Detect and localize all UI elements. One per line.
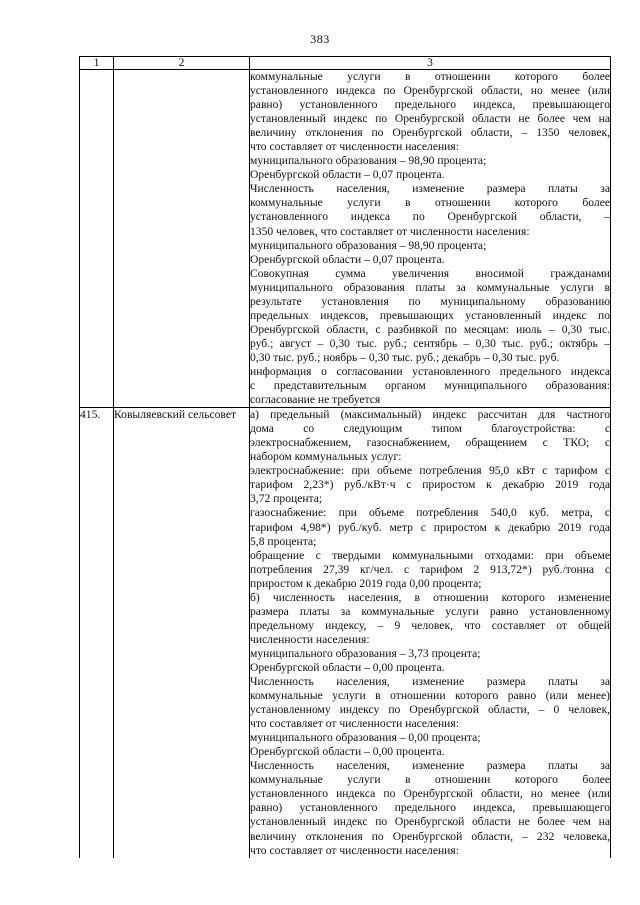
text-line: набором коммунальных услуг: <box>250 450 402 464</box>
text-line: электроснабжение: при объеме потребления 95,0 кВт с тарифом с <box>250 464 610 478</box>
text-line: руб.; август – 0,30 тыс. руб.; сентябрь – 0,30 тыс. руб.; октябрь – <box>250 336 610 350</box>
text-line: Численность населения, изменение размера платы за <box>250 759 610 773</box>
table-row-continued <box>80 70 611 408</box>
text-line: коммунальные услуги в отношении которого более <box>250 196 610 210</box>
text-line: величину отклонения по Оренбургской области, – 232 человека, <box>250 829 610 843</box>
text-line: численности населения: <box>250 632 370 646</box>
table-header-row <box>80 57 611 70</box>
table-row-415 <box>80 408 611 858</box>
row-text-cell <box>250 70 611 408</box>
text-line: приростом к декабрю 2019 года 0,00 процента; <box>250 576 482 590</box>
text-line: результате установления по муниципальному образованию <box>250 294 610 308</box>
row-name-cell: Ковыляевский сельсовет <box>114 408 250 858</box>
row-number-cell: 415. <box>80 408 114 858</box>
text-line: что составляет от численности населения: <box>250 843 459 857</box>
text-line: коммунальные услуги в отношении которого более <box>250 773 610 787</box>
text-line: 3,72 процента; <box>250 492 323 506</box>
text-line: равно) установленного предельного индекса, превышающего <box>250 98 610 112</box>
text-line: муниципального образования – 98,90 процента; <box>250 154 487 168</box>
row-text-lines <box>250 408 610 858</box>
row-number-cell <box>80 70 114 408</box>
header-col-3: 3 <box>250 57 611 70</box>
text-line: Оренбургской области – 0,07 процента. <box>250 252 445 266</box>
text-line: б) численность населения, в отношении которого изменение <box>250 590 610 604</box>
text-line: предельному индексу, – 9 человек, что составляет от общей <box>250 618 610 632</box>
row-name-cell <box>114 70 250 408</box>
text-line: Численность населения, изменение размера платы за <box>250 182 610 196</box>
text-line: установленный индекс по Оренбургской области не более чем на <box>250 112 610 126</box>
text-line: 5,8 процента; <box>250 534 317 548</box>
text-line: 0,30 тыс. руб.; ноябрь – 0,30 тыс. руб.; декабрь – 0,30 тыс. руб. <box>250 350 560 364</box>
text-line: тарифом 4,98*) руб./куб. метр с приростом к декабрю 2019 года <box>250 520 610 534</box>
text-line: установленному индексу по Оренбургской области, – 0 человек, <box>250 703 610 717</box>
row-text-cell <box>250 408 611 858</box>
text-line: потребления 27,39 кг/чел. с тарифом 2 913,72*) руб./тонна с <box>250 562 610 576</box>
page-number: 383 <box>310 32 330 46</box>
document-table <box>79 56 611 858</box>
text-line: установленного индекса по Оренбургской области, – <box>250 210 610 224</box>
text-line: муниципального образования – 98,90 процента; <box>250 238 487 252</box>
row-text-lines <box>250 70 610 407</box>
text-line: муниципального образования – 3,73 процента; <box>250 646 481 660</box>
text-line: муниципального образования – 0,00 процента; <box>250 731 481 745</box>
text-line: тарифом 2,23*) руб./кВт·ч с приростом к декабрю 2019 года <box>250 478 610 492</box>
text-line: электроснабжением, газоснабжением, обращением с ТКО; с <box>250 436 610 450</box>
text-line: обращение с твердыми коммунальными отходами: при объеме <box>250 548 610 562</box>
text-line: Совокупная сумма увеличения вносимой гражданами <box>250 266 610 280</box>
text-line: установленный индекс по Оренбургской области не более чем на <box>250 815 610 829</box>
text-line: Оренбургской области – 0,00 процента. <box>250 660 445 674</box>
text-line: 1350 человек, что составляет от численности населения: <box>250 224 530 238</box>
text-line: информация о согласовании установленного предельного индекса <box>250 364 610 378</box>
text-line: а) предельный (максимальный) индекс рассчитан для частного <box>250 408 610 422</box>
text-line: установленного индекса по Оренбургской области, но менее (или <box>250 84 610 98</box>
text-line: муниципального образования платы за коммунальные услуги в <box>250 280 610 294</box>
text-line: Оренбургской области, с разбивкой по месяцам: июль – 0,30 тыс. <box>250 322 610 336</box>
text-line: что составляет от численности населения: <box>250 140 459 154</box>
text-line: размера платы за коммунальные услуги равно установленному <box>250 604 610 618</box>
text-line: газоснабжение: при объеме потребления 540,0 куб. метра, с <box>250 506 610 520</box>
text-line: Численность населения, изменение размера платы за <box>250 675 610 689</box>
text-line: что составляет от численности населения: <box>250 717 459 731</box>
text-line: согласование не требуется <box>250 393 381 407</box>
header-col-2: 2 <box>114 57 250 70</box>
text-line: величину отклонения по Оренбургской области, – 1350 человек, <box>250 126 610 140</box>
text-line: предельных индексов, превышающих установленный индекс по <box>250 308 610 322</box>
text-line: Оренбургской области – 0,00 процента. <box>250 745 445 759</box>
text-line: коммунальные услуги в отношении которого равно (или менее) <box>250 689 610 703</box>
text-line: равно) установленного предельного индекса, превышающего <box>250 801 610 815</box>
text-line: дома со следующим типом благоустройства: с <box>250 422 610 436</box>
header-col-1: 1 <box>80 57 114 70</box>
text-line: коммунальные услуги в отношении которого более <box>250 70 610 83</box>
text-line: Оренбургской области – 0,07 процента. <box>250 168 445 182</box>
text-line: установленного индекса по Оренбургской области, но менее (или <box>250 787 610 801</box>
text-line: с представительным органом муниципального образования: <box>250 379 610 393</box>
